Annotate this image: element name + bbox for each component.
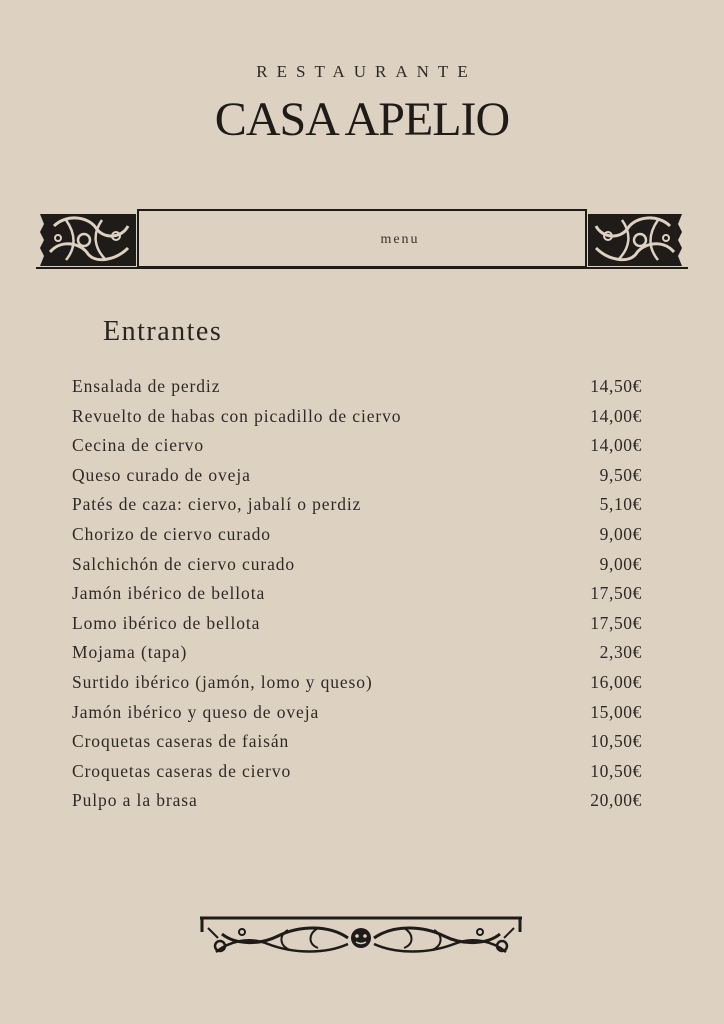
menu-banner <box>36 208 688 272</box>
menu-item-name: Chorizo de ciervo curado <box>72 523 271 544</box>
menu-item-name: Queso curado de oveja <box>72 464 251 485</box>
menu-item <box>72 702 642 732</box>
banner-label: menu <box>380 232 420 247</box>
menu-item <box>72 613 642 643</box>
menu-item <box>72 494 642 524</box>
menu-item-price: 17,50€ <box>590 583 642 604</box>
restaurant-name: CASA APELIO <box>214 93 510 146</box>
menu-item <box>72 435 642 465</box>
menu-item-name: Croquetas caseras de faisán <box>72 731 290 752</box>
menu-item <box>72 406 642 436</box>
menu-item <box>72 642 642 672</box>
section-title: Entrantes <box>103 316 223 347</box>
menu-item-name: Jamón ibérico de bellota <box>72 583 266 604</box>
menu-item <box>72 524 642 554</box>
menu-item-price: 17,50€ <box>590 612 642 633</box>
menu-list <box>72 376 642 820</box>
menu-item-price: 14,00€ <box>590 405 642 426</box>
menu-item-price: 9,00€ <box>599 523 642 544</box>
footer-ornament <box>198 914 524 960</box>
menu-item-name: Patés de caza: ciervo, jabalí o perdiz <box>72 494 362 515</box>
menu-item-price: 20,00€ <box>590 790 642 811</box>
menu-item-price: 9,50€ <box>599 464 642 485</box>
menu-item <box>72 376 642 406</box>
menu-item-name: Lomo ibérico de bellota <box>72 612 261 633</box>
menu-item-price: 2,30€ <box>599 642 642 663</box>
menu-item-price: 10,50€ <box>590 760 642 781</box>
menu-item-name: Ensalada de perdiz <box>72 376 221 396</box>
menu-item-name: Jamón ibérico y queso de oveja <box>72 701 320 722</box>
menu-item-price: 14,50€ <box>590 376 642 396</box>
menu-item-price: 5,10€ <box>599 494 642 515</box>
menu-item-name: Mojama (tapa) <box>72 642 188 663</box>
menu-item-price: 16,00€ <box>590 671 642 692</box>
left-knot-ornament <box>40 214 136 266</box>
footer-scroll-ornament-icon <box>198 914 524 960</box>
menu-item-price: 10,50€ <box>590 731 642 752</box>
menu-item <box>72 672 642 702</box>
menu-item-name: Revuelto de habas con picadillo de ciervo <box>72 405 402 426</box>
menu-item-name: Surtido ibérico (jamón, lomo y queso) <box>72 671 373 692</box>
menu-item-name: Croquetas caseras de ciervo <box>72 760 292 781</box>
menu-item <box>72 790 642 820</box>
menu-item-name: Salchichón de ciervo curado <box>72 553 296 574</box>
menu-item-price: 15,00€ <box>590 701 642 722</box>
menu-item-price: 9,00€ <box>599 553 642 574</box>
menu-item <box>72 761 642 791</box>
menu-item <box>72 554 642 584</box>
menu-item-name: Pulpo a la brasa <box>72 790 198 811</box>
menu-item <box>72 465 642 495</box>
restaurant-subtitle: RESTAURANTE <box>256 62 477 81</box>
menu-item-name: Cecina de ciervo <box>72 435 204 456</box>
menu-item <box>72 583 642 613</box>
menu-item <box>72 731 642 761</box>
menu-item-price: 14,00€ <box>590 435 642 456</box>
